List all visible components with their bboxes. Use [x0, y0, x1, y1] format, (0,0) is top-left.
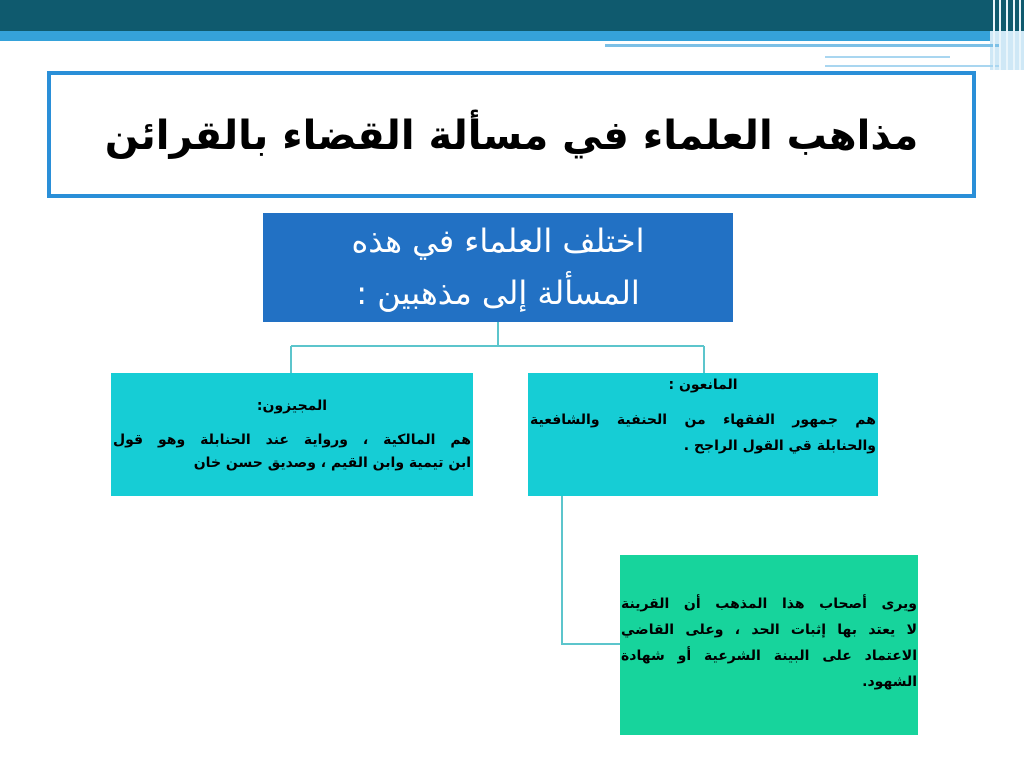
preventers-heading: المانعون :	[668, 377, 738, 393]
permitters-body	[113, 429, 471, 475]
slide-title: مذاهب العلماء في مسألة القضاء بالقرائن	[104, 113, 919, 159]
preventers-view-node	[620, 555, 918, 735]
preventers-node	[528, 373, 878, 496]
permitters-line: هم المالكية ، ورواية عند الحنابلة وهو قول	[113, 432, 471, 448]
header-vertical-stripe	[1019, 0, 1021, 70]
header-vertical-stripe	[1006, 0, 1008, 70]
preventers-view-body	[621, 591, 917, 695]
preventers-body	[530, 407, 876, 459]
root-node	[263, 213, 733, 322]
preventers-view-line: ويرى أصحاب هذا المذهب أن القرينة	[621, 596, 917, 612]
header-vertical-stripe	[999, 0, 1001, 70]
title-box	[47, 71, 976, 198]
header-bar	[0, 0, 1024, 31]
header-thin-line	[825, 65, 1000, 67]
header-vertical-stripe	[993, 0, 995, 70]
preventers-view-line: الشهود.	[862, 674, 917, 690]
permitters-line: ابن تيمية وابن القيم ، وصديق حسن خان	[193, 455, 471, 471]
header-thin-line	[825, 56, 950, 58]
permitters-heading: المجيزون:	[256, 398, 328, 414]
root-node-line: اختلف العلماء في هذه	[351, 222, 645, 260]
preventers-line: هم جمهور الفقهاء من الحنفية والشافعية	[530, 412, 876, 428]
root-node-line: المسألة إلى مذهبين :	[356, 274, 640, 312]
preventers-view-line: لا يعتد بها إثبات الحد ، وعلى القاضي	[621, 622, 917, 638]
preventers-line: والحنابلة قي القول الراجح .	[683, 438, 876, 454]
preventers-view-line: الاعتماد على البينة الشرعية أو شهادة	[621, 648, 917, 664]
header-thin-line	[605, 44, 1000, 47]
permitters-node	[111, 373, 473, 496]
header-vertical-stripe	[1013, 0, 1015, 70]
header-accent-stripe	[0, 31, 1000, 41]
